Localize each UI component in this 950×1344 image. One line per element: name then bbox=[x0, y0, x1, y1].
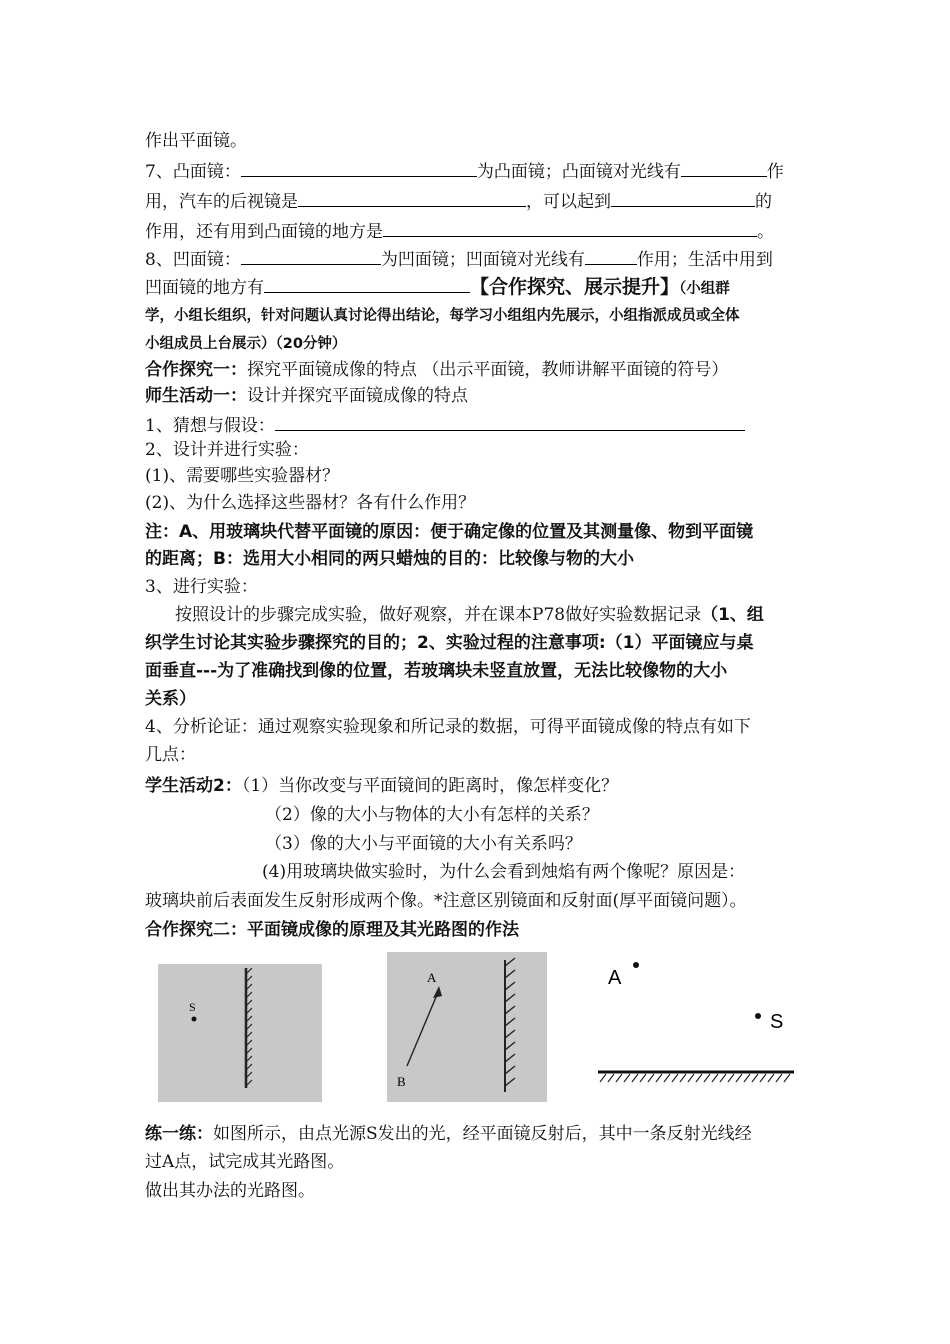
instruction-line: 学，小组长组织，针对问题认真讨论得出结论，每学习小组组内先展示，小组指派成员或全体 bbox=[145, 308, 740, 324]
fill-blank[interactable] bbox=[264, 276, 470, 293]
text-line: 2、设计并进行实验： bbox=[145, 440, 309, 460]
fill-blank[interactable] bbox=[585, 248, 637, 265]
text-line: (4)用玻璃块做实验时，为什么会看到烛焰有两个像呢？原因是： bbox=[262, 862, 746, 882]
section-heading: 【合作探究、展示提升】 bbox=[470, 276, 680, 298]
question-8-line: 8、凹面镜： 为凹面镜；凹面镜对光线有 作用；生活中用到 bbox=[145, 250, 773, 270]
text-line: 按照设计的步骤完成实验，做好观察，并在课本P78做好实验数据记录（1、组 bbox=[175, 605, 764, 625]
exercise-line: 练一练：如图所示，由点光源S发出的光，经平面镜反射后，其中一条反射光线经 bbox=[145, 1124, 752, 1144]
text-line: 玻璃块前后表面发生反射形成两个像。*注意区别镜面和反射面(厚平面镜问题）。 bbox=[145, 891, 747, 911]
note-line: 的距离；B：选用大小相同的两只蜡烛的目的：比较像与物的大小 bbox=[145, 549, 634, 569]
activity-2-line: 学生活动2：（1）当你改变与平面镜间的距离时，像怎样变化？ bbox=[145, 776, 619, 796]
label-s: S bbox=[770, 1011, 784, 1033]
text-line: (1)、需要哪些实验器材？ bbox=[145, 466, 340, 486]
label-a: A bbox=[608, 967, 622, 989]
figure-mirror-point-s bbox=[158, 964, 322, 1102]
text-line: 3、进行实验： bbox=[145, 577, 258, 597]
text-line: 面垂直---为了准确找到像的位置，若玻璃块未竖直放置，无法比较像物的大小 bbox=[145, 661, 728, 681]
question-7-line: 用，汽车的后视镜是 ，可以起到 的 bbox=[145, 192, 772, 212]
inquiry-2-title: 合作探究二：平面镜成像的原理及其光路图的作法 bbox=[145, 920, 519, 940]
text-line: 作出平面镜。 bbox=[145, 131, 247, 151]
text-line: （3）像的大小与平面镜的大小有关系吗？ bbox=[265, 834, 582, 854]
fill-blank[interactable] bbox=[611, 190, 755, 207]
activity-1-title: 师生活动一：设计并探究平面镜成像的特点 bbox=[145, 386, 468, 406]
question-8-line: 凹面镜的地方有 【合作探究、展示提升】（小组群 bbox=[145, 276, 730, 298]
question-7-line: 作用，还有用到凸面镜的地方是 。 bbox=[145, 222, 774, 242]
text-line: 织学生讨论其实验步骤探究的目的；2、实验过程的注意事项:（1）平面镜应与桌 bbox=[145, 633, 754, 653]
exercise-line: 做出其办法的光路图。 bbox=[145, 1181, 315, 1201]
figure-mirror-point-a-s bbox=[592, 950, 802, 1092]
hypothesis-line: 1、猜想与假设： bbox=[145, 414, 745, 436]
text-line: 4、分析论证：通过观察实验现象和所记录的数据，可得平面镜成像的特点有如下 bbox=[145, 717, 751, 737]
question-7-line: 7、凸面镜： 为凸面镜；凸面镜对光线有 作 bbox=[145, 162, 784, 182]
fill-blank[interactable] bbox=[241, 160, 477, 177]
text-line: 几点： bbox=[145, 745, 196, 765]
fill-blank[interactable] bbox=[241, 248, 381, 265]
text-line: 关系） bbox=[145, 689, 196, 709]
label-s: S bbox=[189, 1000, 196, 1014]
label-a: A bbox=[427, 970, 437, 985]
fill-blank[interactable] bbox=[383, 220, 757, 237]
figure-mirror-object-ab bbox=[387, 952, 547, 1102]
fill-blank[interactable] bbox=[275, 414, 745, 431]
text-line: （2）像的大小与物体的大小有怎样的关系？ bbox=[265, 805, 599, 825]
instruction-line: 小组成员上台展示）（20分钟） bbox=[145, 336, 347, 352]
fill-blank[interactable] bbox=[681, 160, 767, 177]
inquiry-1-title: 合作探究一：探究平面镜成像的特点 （出示平面镜，教师讲解平面镜的符号） bbox=[145, 360, 729, 380]
note-line: 注：A、用玻璃块代替平面镜的原因：便于确定像的位置及其测量像、物到平面镜 bbox=[145, 522, 754, 542]
exercise-line: 过A点，试完成其光路图。 bbox=[145, 1152, 345, 1172]
text-line: (2)、为什么选择这些器材？各有什么作用？ bbox=[145, 493, 476, 513]
fill-blank[interactable] bbox=[298, 190, 526, 207]
label-b: B bbox=[397, 1074, 406, 1089]
